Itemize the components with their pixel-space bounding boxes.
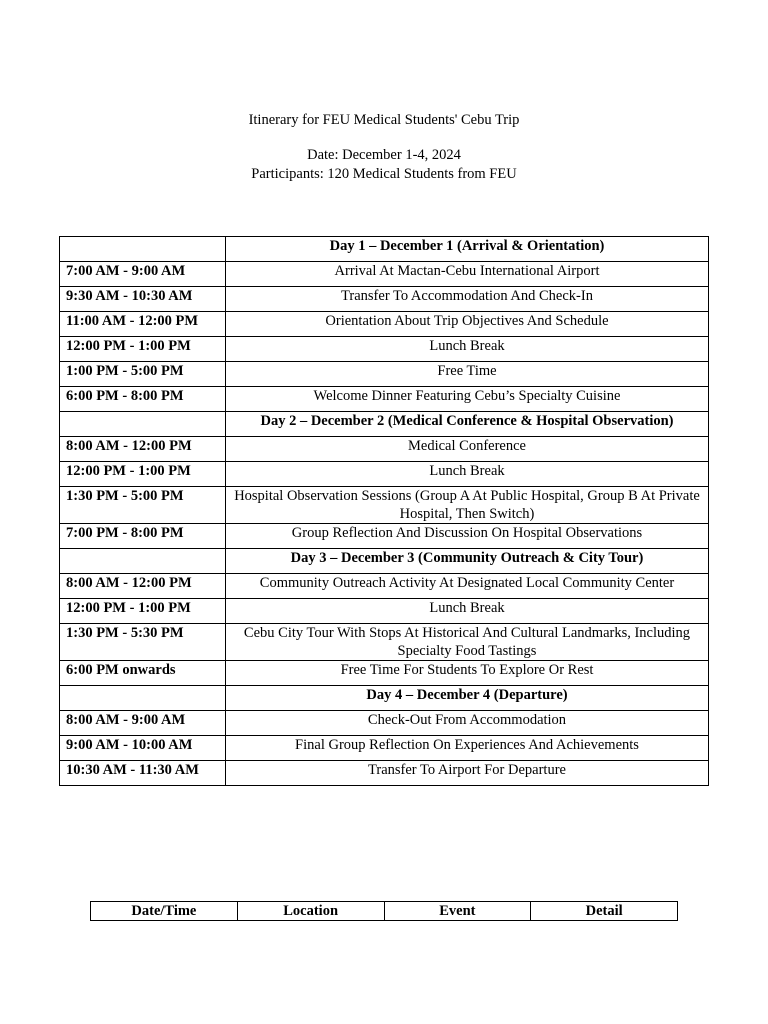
itinerary-row: [60, 462, 709, 487]
day-header-row: [60, 412, 709, 437]
itinerary-row: [60, 287, 709, 312]
activity-cell: Transfer To Accommodation And Check-In: [226, 287, 709, 312]
time-cell: 1:00 PM - 5:00 PM: [60, 362, 226, 387]
time-cell: 8:00 AM - 12:00 PM: [60, 437, 226, 462]
activity-cell: Hospital Observation Sessions (Group A At Public Hospital, Group B At Private Hospital, Then Switch): [226, 487, 709, 524]
time-cell: 1:30 PM - 5:00 PM: [60, 487, 226, 524]
itinerary-row: [60, 387, 709, 412]
time-cell: [60, 549, 226, 574]
time-cell: 7:00 PM - 8:00 PM: [60, 524, 226, 549]
activity-cell: Lunch Break: [226, 462, 709, 487]
summary-header-datetime: Date/Time: [91, 902, 238, 921]
summary-header-location: Location: [237, 902, 384, 921]
itinerary-row: [60, 437, 709, 462]
time-cell: 1:30 PM - 5:30 PM: [60, 624, 226, 661]
day-title-cell: Day 1 – December 1 (Arrival & Orientation): [226, 237, 709, 262]
itinerary-row: [60, 574, 709, 599]
time-cell: [60, 412, 226, 437]
day-title-cell: Day 2 – December 2 (Medical Conference & Hospital Observation): [226, 412, 709, 437]
document-title: Itinerary for FEU Medical Students' Cebu Trip: [248, 112, 520, 128]
activity-cell: Free Time: [226, 362, 709, 387]
summary-header-detail: Detail: [531, 902, 678, 921]
activity-cell: Cebu City Tour With Stops At Historical And Cultural Landmarks, Including Specialty Food Tastings: [226, 624, 709, 661]
time-cell: 7:00 AM - 9:00 AM: [60, 262, 226, 287]
itinerary-row: [60, 711, 709, 736]
summary-header-row: [91, 902, 678, 921]
itinerary-row: [60, 312, 709, 337]
itinerary-row: [60, 524, 709, 549]
time-cell: 9:30 AM - 10:30 AM: [60, 287, 226, 312]
activity-cell: Community Outreach Activity At Designated Local Community Center: [226, 574, 709, 599]
time-cell: 12:00 PM - 1:00 PM: [60, 599, 226, 624]
trip-participants: Participants: 120 Medical Students from FEU: [251, 166, 517, 182]
day-title-cell: Day 3 – December 3 (Community Outreach & City Tour): [226, 549, 709, 574]
time-cell: 9:00 AM - 10:00 AM: [60, 736, 226, 761]
time-cell: 6:00 PM - 8:00 PM: [60, 387, 226, 412]
itinerary-table: [59, 236, 709, 786]
activity-cell: Check-Out From Accommodation: [226, 711, 709, 736]
time-cell: [60, 237, 226, 262]
activity-cell: Group Reflection And Discussion On Hospital Observations: [226, 524, 709, 549]
itinerary-row: [60, 736, 709, 761]
activity-cell: Orientation About Trip Objectives And Schedule: [226, 312, 709, 337]
day-header-row: [60, 237, 709, 262]
itinerary-row: [60, 337, 709, 362]
time-cell: 12:00 PM - 1:00 PM: [60, 337, 226, 362]
itinerary-row: [60, 262, 709, 287]
day-header-row: [60, 549, 709, 574]
activity-cell: Free Time For Students To Explore Or Rest: [226, 661, 709, 686]
activity-cell: Final Group Reflection On Experiences And Achievements: [226, 736, 709, 761]
trip-date: Date: December 1-4, 2024: [307, 147, 461, 163]
itinerary-row: [60, 362, 709, 387]
activity-cell: Lunch Break: [226, 337, 709, 362]
day-title-cell: Day 4 – December 4 (Departure): [226, 686, 709, 711]
activity-cell: Arrival At Mactan-Cebu International Airport: [226, 262, 709, 287]
activity-cell: Medical Conference: [226, 437, 709, 462]
time-cell: 11:00 AM - 12:00 PM: [60, 312, 226, 337]
time-cell: 8:00 AM - 12:00 PM: [60, 574, 226, 599]
time-cell: 6:00 PM onwards: [60, 661, 226, 686]
activity-cell: Transfer To Airport For Departure: [226, 761, 709, 786]
itinerary-row: [60, 487, 709, 524]
time-cell: [60, 686, 226, 711]
time-cell: 12:00 PM - 1:00 PM: [60, 462, 226, 487]
activity-cell: Lunch Break: [226, 599, 709, 624]
itinerary-table-body: [60, 237, 709, 786]
day-header-row: [60, 686, 709, 711]
itinerary-row: [60, 661, 709, 686]
summary-header-event: Event: [384, 902, 531, 921]
summary-table: [90, 901, 678, 921]
time-cell: 8:00 AM - 9:00 AM: [60, 711, 226, 736]
itinerary-row: [60, 624, 709, 661]
itinerary-row: [60, 761, 709, 786]
activity-cell: Welcome Dinner Featuring Cebu’s Specialty Cuisine: [226, 387, 709, 412]
time-cell: 10:30 AM - 11:30 AM: [60, 761, 226, 786]
itinerary-row: [60, 599, 709, 624]
